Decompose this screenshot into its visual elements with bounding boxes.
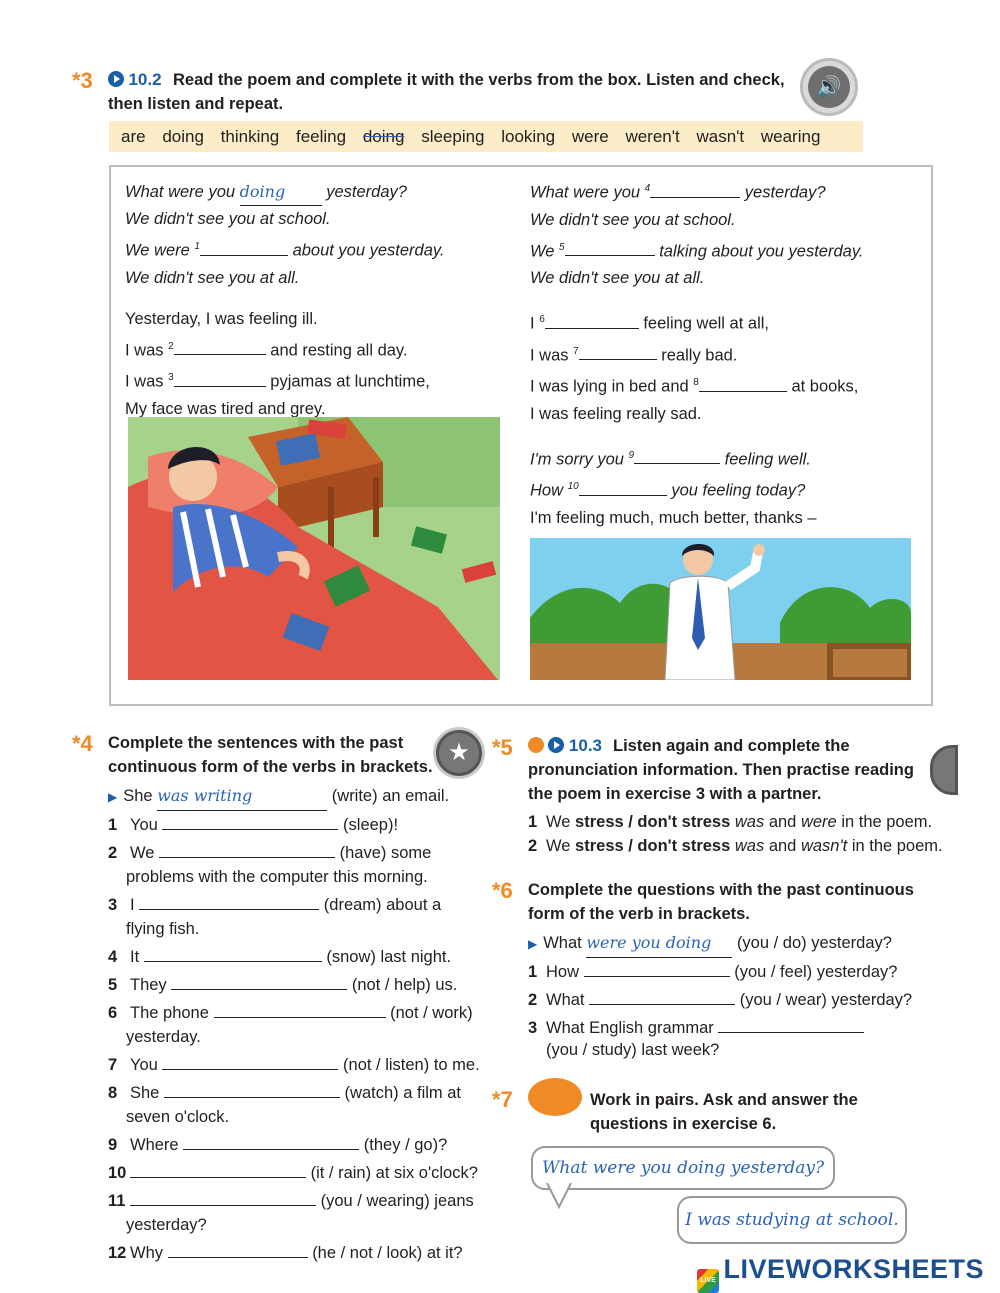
ex5-choice[interactable]: stress / don't stress xyxy=(575,837,731,855)
happy-boy-illustration xyxy=(530,538,911,680)
speech-bubble-icon xyxy=(528,1078,582,1116)
poem-line: I was feeling really sad. xyxy=(530,404,702,423)
poem-line: We $^5$ talking about you yesterday. xyxy=(530,234,920,266)
poem-right-column xyxy=(530,175,920,559)
sick-boy-illustration xyxy=(128,417,500,680)
ex3-header xyxy=(72,68,93,94)
poem-line: What were you doing yesterday? xyxy=(125,178,515,206)
poem-line: I'm feeling much, much better, thanks – xyxy=(530,508,817,527)
poem-line: I was lying in bed and $^8$ at books, xyxy=(530,369,920,401)
ex6-number: *6 xyxy=(492,878,513,903)
word-box-item: sleeping xyxy=(421,127,485,146)
ex4-blank-2[interactable] xyxy=(159,841,335,858)
ex4-blank-8[interactable] xyxy=(164,1081,340,1098)
play-icon[interactable] xyxy=(548,737,564,753)
ex4-blank-7[interactable] xyxy=(162,1053,338,1070)
ex4-item-cont: flying fish. xyxy=(126,920,200,938)
ex4-item: 3 I (dream) about a xyxy=(108,891,488,919)
ex4-item-cont: problems with the computer this morning. xyxy=(126,868,428,886)
ex6-blank-2[interactable] xyxy=(589,988,735,1005)
ex5-item: 1 We stress / don't stress was and were in the poem. xyxy=(528,813,933,831)
ex6-example-answer: were you doing xyxy=(586,929,732,958)
ex5-instruction-2: pronunciation information. Then practise reading xyxy=(528,761,914,779)
ex5-choice[interactable]: stress / don't stress xyxy=(575,813,731,831)
word-box-item: weren't xyxy=(625,127,680,146)
ex6-instruction-1: Complete the questions with the past continuous xyxy=(528,881,914,899)
ex6-item: 1 How (you / feel) yesterday? xyxy=(528,958,948,986)
ex6-item: 3 What English grammar xyxy=(528,1014,948,1042)
poem-line: We were $^1$ about you yesterday. xyxy=(125,233,515,265)
ex4-item: 5 They (not / help) us. xyxy=(108,971,488,999)
poem-line: We didn't see you at all. xyxy=(530,269,705,287)
ex4-item: 12 Why (he / not / look) at it? xyxy=(108,1239,488,1267)
answer-blank-3[interactable] xyxy=(174,370,266,387)
ex6-instruction-2: form of the verb in brackets. xyxy=(528,905,750,923)
ex4-blank-3[interactable] xyxy=(139,893,319,910)
speech-bubble-answer xyxy=(677,1196,907,1244)
ex6-blank-3[interactable] xyxy=(718,1016,864,1033)
speaker-icon: 🔊 xyxy=(808,66,850,108)
answer-blank-6[interactable] xyxy=(545,312,639,329)
ex3-instruction-1: Read the poem and complete it with the verbs from the box. Listen and check, xyxy=(173,71,785,89)
ex5-instruction-3: the poem in exercise 3 with a partner. xyxy=(528,785,822,803)
answer-blank-10[interactable] xyxy=(579,479,667,496)
answer-blank-8[interactable] xyxy=(699,375,787,392)
ex4-blank-9[interactable] xyxy=(183,1133,359,1150)
ex3-number: *3 xyxy=(72,68,93,93)
poem-line: I was $^7$ really bad. xyxy=(530,338,920,370)
word-box-item: wasn't xyxy=(696,127,745,146)
ex3-track xyxy=(108,70,162,90)
word-box-item: looking xyxy=(501,127,556,146)
ex4-item: 9 Where (they / go)? xyxy=(108,1131,488,1159)
poem-line: We didn't see you at all. xyxy=(125,268,300,287)
poem-line: I was $^3$ pyjamas at lunchtime, xyxy=(125,364,515,396)
ex5-instruction-1: Listen again and complete the xyxy=(613,737,850,755)
ex4-item: 1 You (sleep)! xyxy=(108,811,488,839)
poem-line: Yesterday, I was feeling ill. xyxy=(125,309,318,328)
speech-bubble-answer-text: I was studying at school. xyxy=(685,1210,899,1230)
ex5-track xyxy=(528,736,602,756)
ex5-number: *5 xyxy=(492,735,513,760)
ex4-item: 8 She (watch) a film at xyxy=(108,1079,488,1107)
star-icon-partial[interactable] xyxy=(930,745,958,795)
ex5-list xyxy=(528,810,943,858)
ex7-instruction-2: questions in exercise 6. xyxy=(590,1115,777,1133)
ex3-instruction-2: then listen and repeat. xyxy=(108,95,284,113)
ex4-item: 11 (you / wearing) jeans xyxy=(108,1187,488,1215)
ex5-track-number: 10.3 xyxy=(568,736,602,755)
word-box-item-crossed: doing xyxy=(362,127,405,146)
ex6-item: 2 What (you / wear) yesterday? xyxy=(528,986,948,1014)
poem-line: How $^{10}$ you feeling today? xyxy=(530,473,920,505)
ex4-blank-5[interactable] xyxy=(171,973,347,990)
word-box-item: doing xyxy=(162,127,204,146)
ex4-example-answer: was writing xyxy=(157,782,327,811)
answer-blank-5[interactable] xyxy=(565,239,655,256)
answer-blank-4[interactable] xyxy=(650,181,740,198)
ex4-number: *4 xyxy=(72,731,93,756)
poem-line: What were you $^4$ yesterday? xyxy=(530,175,920,207)
ex6-list xyxy=(528,929,948,1064)
ex6-item-cont: (you / study) last week? xyxy=(546,1041,720,1059)
answer-example: doing xyxy=(240,178,322,206)
speech-bubble-question xyxy=(531,1146,835,1190)
ex4-list xyxy=(108,782,488,1267)
ex7-number: *7 xyxy=(492,1087,513,1112)
pronunciation-icon xyxy=(528,737,544,753)
answer-blank-1[interactable] xyxy=(200,239,288,256)
ex4-item-cont: yesterday? xyxy=(126,1216,207,1234)
ex4-example: ▶ She was writing (write) an email. xyxy=(108,782,488,811)
ex5-item: 2 We stress / don't stress was and wasn't in the poem. xyxy=(528,837,943,855)
word-box-item: were xyxy=(571,127,609,146)
ex4-blank-11[interactable] xyxy=(130,1189,316,1206)
answer-blank-2[interactable] xyxy=(174,338,266,355)
answer-blank-7[interactable] xyxy=(579,343,657,360)
logo-text: LIVEWORKSHEETS xyxy=(723,1254,984,1284)
ex4-item: 4 It (snow) last night. xyxy=(108,943,488,971)
logo-icon: LIVE xyxy=(697,1269,719,1293)
poem-line: We didn't see you at school. xyxy=(530,210,736,229)
liveworksheets-logo[interactable] xyxy=(697,1254,984,1284)
play-icon[interactable] xyxy=(108,71,124,87)
answer-blank-9[interactable] xyxy=(634,447,720,464)
ex4-blank-6[interactable] xyxy=(214,1001,386,1018)
speech-bubble-tail xyxy=(545,1183,575,1209)
ex4-item: 2 We (have) some xyxy=(108,839,488,867)
ex6-blank-1[interactable] xyxy=(584,960,730,977)
word-box-item: are xyxy=(121,127,146,146)
poem-line: I was $^2$ and resting all day. xyxy=(125,333,515,365)
ex4-blank-10[interactable] xyxy=(130,1161,306,1178)
star-icon[interactable]: ★ xyxy=(436,730,482,776)
poem-line: I $^6$ feeling well at all, xyxy=(530,306,920,338)
poem-line: We didn't see you at school. xyxy=(125,210,331,228)
ex4-item: 7 You (not / listen) to me. xyxy=(108,1051,488,1079)
ex7-instruction-1: Work in pairs. Ask and answer the xyxy=(590,1091,858,1109)
ex4-item: 6 The phone (not / work) xyxy=(108,999,488,1027)
poem-line: My face was tired and grey. xyxy=(125,399,326,418)
ex4-instruction-2: continuous form of the verbs in brackets. xyxy=(108,758,433,776)
word-box xyxy=(109,121,863,152)
ex4-blank-12[interactable] xyxy=(168,1241,308,1258)
ex3-track-number: 10.2 xyxy=(128,70,162,89)
poem-left-column xyxy=(125,178,515,423)
word-box-item: thinking xyxy=(220,127,280,146)
word-box-item: feeling xyxy=(296,127,347,146)
ex4-blank-4[interactable] xyxy=(144,945,322,962)
ex4-blank-1[interactable] xyxy=(162,813,338,830)
audio-button[interactable] xyxy=(800,58,858,116)
ex4-instruction-1: Complete the sentences with the past xyxy=(108,734,404,752)
ex6-example: ▶ What were you doing (you / do) yesterday? xyxy=(528,929,948,958)
speech-bubble-question-text: What were you doing yesterday? xyxy=(541,1158,825,1178)
ex4-item: 10 (it / rain) at six o'clock? xyxy=(108,1159,488,1187)
ex4-item-cont: yesterday. xyxy=(126,1028,201,1046)
ex4-item-cont: seven o'clock. xyxy=(126,1108,230,1126)
poem-line: I'm sorry you $^9$ feeling well. xyxy=(530,442,920,474)
word-box-item: wearing xyxy=(760,127,821,146)
